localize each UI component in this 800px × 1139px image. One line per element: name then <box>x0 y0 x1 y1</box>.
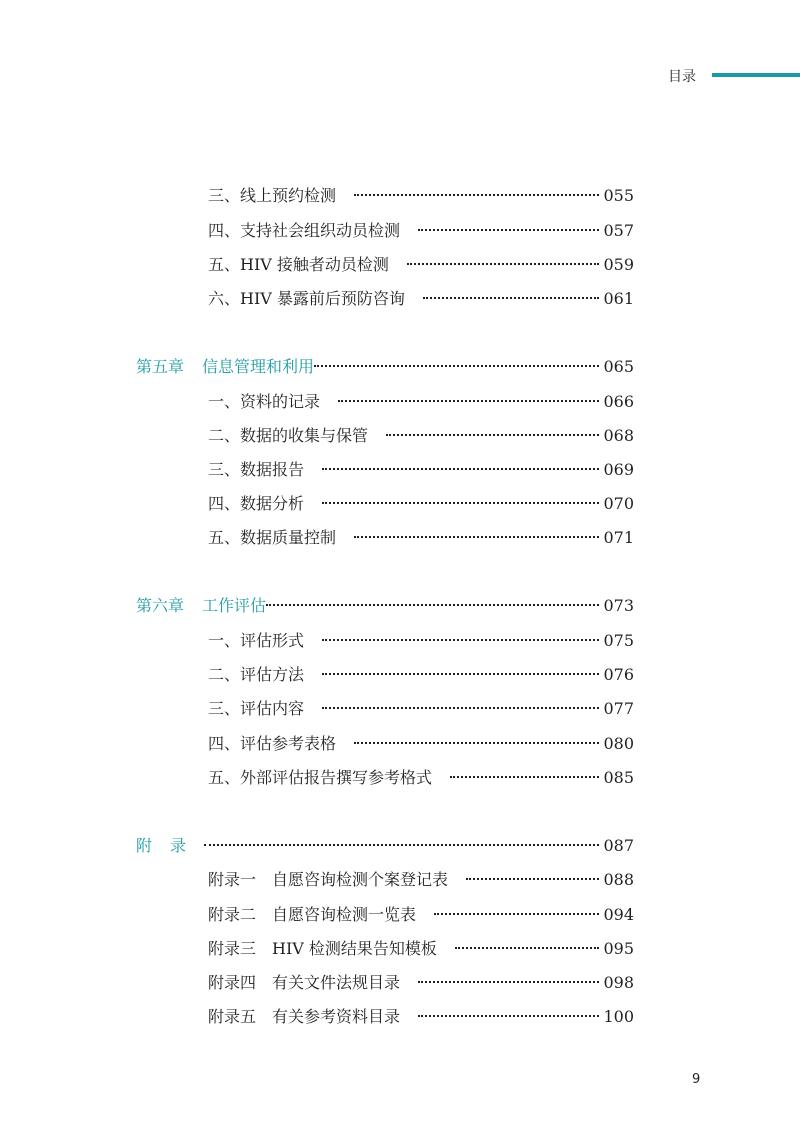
dot-leader <box>418 1015 599 1017</box>
toc-page-number: 100 <box>603 1007 634 1026</box>
page-number: 9 <box>692 1072 701 1087</box>
toc-chapter-number: 附录 <box>136 836 205 855</box>
toc-section-entry[interactable] <box>208 665 634 685</box>
toc-entry-title: 三、数据报告 <box>208 460 305 479</box>
header-accent-bar <box>712 73 800 77</box>
toc-entry-title: 一、资料的记录 <box>208 392 321 411</box>
toc-entry-title: 五、外部评估报告撰写参考格式 <box>208 768 433 787</box>
toc-entry-title: 四、数据分析 <box>208 494 305 513</box>
toc-entry-title: 五、HIV 接触者动员检测 <box>208 255 389 274</box>
toc-chapter-entry[interactable] <box>136 357 634 377</box>
toc-page-number: 087 <box>603 836 634 855</box>
dot-leader <box>386 434 599 436</box>
toc-section-entry[interactable] <box>208 494 634 514</box>
toc-page-number: 076 <box>603 665 634 684</box>
toc-section-entry[interactable] <box>208 221 634 241</box>
toc-appendix-entry[interactable] <box>136 836 634 856</box>
dot-leader <box>418 981 599 983</box>
toc-section-entry[interactable] <box>208 1007 634 1027</box>
dot-leader <box>450 776 599 778</box>
toc-section-entry[interactable] <box>208 528 634 548</box>
toc-entry-title <box>136 596 266 616</box>
toc-page-number: 059 <box>603 255 634 274</box>
toc-entry-title: 五、数据质量控制 <box>208 528 337 547</box>
toc-chapter-title: 信息管理和利用 <box>202 357 315 376</box>
toc-entry-title: 附录四 有关文件法规目录 <box>208 973 401 992</box>
toc-entry-title: 二、评估方法 <box>208 665 305 684</box>
dot-leader <box>322 468 599 470</box>
toc-section-entry[interactable] <box>208 768 634 788</box>
dot-leader <box>455 947 600 949</box>
dot-leader <box>407 263 600 265</box>
toc-page-number: 068 <box>603 426 634 445</box>
toc-section-entry[interactable] <box>208 939 634 959</box>
toc-section-entry[interactable] <box>208 631 634 651</box>
toc-page-number: 094 <box>603 905 634 924</box>
toc-page-number: 066 <box>603 392 634 411</box>
dot-leader <box>418 229 599 231</box>
dot-leader <box>322 673 599 675</box>
dot-leader <box>322 707 599 709</box>
dot-leader <box>466 878 599 880</box>
toc-page-number: 055 <box>603 186 634 205</box>
dot-leader <box>434 913 599 915</box>
dot-leader <box>322 639 599 641</box>
toc-chapter-entry[interactable] <box>136 596 634 616</box>
toc-page-number: 098 <box>603 973 634 992</box>
toc-entry-title: 三、线上预约检测 <box>208 186 337 205</box>
toc-entry-title: 四、评估参考表格 <box>208 734 337 753</box>
toc-section-entry[interactable] <box>208 905 634 925</box>
dot-leader <box>354 742 599 744</box>
toc-section-entry[interactable] <box>208 186 634 206</box>
dot-leader <box>354 536 599 538</box>
toc-section-entry[interactable] <box>208 699 634 719</box>
toc-chapter-number: 第六章 <box>136 596 185 615</box>
toc-page-number: 065 <box>603 357 634 376</box>
toc-page-number: 070 <box>603 494 634 513</box>
toc-page-number: 088 <box>603 870 634 889</box>
dot-leader <box>338 400 599 402</box>
toc-page-number: 057 <box>603 221 634 240</box>
toc-entry-title: 六、HIV 暴露前后预防咨询 <box>208 289 405 308</box>
dot-leader <box>204 844 599 846</box>
toc-entry-title: 附录三 HIV 检测结果告知模板 <box>208 939 437 958</box>
toc-entry-title: 附录二 自愿咨询检测一览表 <box>208 905 417 924</box>
dot-leader <box>423 297 600 299</box>
toc-entry-title: 一、评估形式 <box>208 631 305 650</box>
toc-page-number: 077 <box>603 699 634 718</box>
toc-section-entry[interactable] <box>208 289 634 309</box>
toc-page-number: 071 <box>603 528 634 547</box>
toc-entry-title: 四、支持社会组织动员检测 <box>208 221 401 240</box>
toc-section-entry[interactable] <box>208 426 634 446</box>
dot-leader <box>354 194 599 196</box>
toc-section-entry[interactable] <box>208 255 634 275</box>
toc-section-entry[interactable] <box>208 734 634 754</box>
toc-entry-title: 三、评估内容 <box>208 699 305 718</box>
toc-page-number: 075 <box>603 631 634 650</box>
toc-section-entry[interactable] <box>208 392 634 412</box>
toc-page-number: 069 <box>603 460 634 479</box>
toc-section-entry[interactable] <box>208 870 634 890</box>
toc-section-entry[interactable] <box>208 460 634 480</box>
toc-entry-title: 附录五 有关参考资料目录 <box>208 1007 401 1026</box>
toc-page-number: 085 <box>603 768 634 787</box>
toc-entry-title <box>136 357 314 377</box>
dot-leader <box>314 365 599 367</box>
toc-page-number: 080 <box>603 734 634 753</box>
toc-entry-title <box>136 836 204 856</box>
toc-page-number: 095 <box>603 939 634 958</box>
toc-page-number: 073 <box>603 596 634 615</box>
toc-entry-title: 附录一 自愿咨询检测个案登记表 <box>208 870 449 889</box>
dot-leader <box>266 604 599 606</box>
toc-chapter-number: 第五章 <box>136 357 185 376</box>
toc-entry-title: 二、数据的收集与保管 <box>208 426 369 445</box>
running-header-label: 目录 <box>668 69 696 85</box>
toc-chapter-title: 工作评估 <box>202 596 267 615</box>
dot-leader <box>322 502 599 504</box>
toc-section-entry[interactable] <box>208 973 634 993</box>
toc-page-number: 061 <box>603 289 634 308</box>
